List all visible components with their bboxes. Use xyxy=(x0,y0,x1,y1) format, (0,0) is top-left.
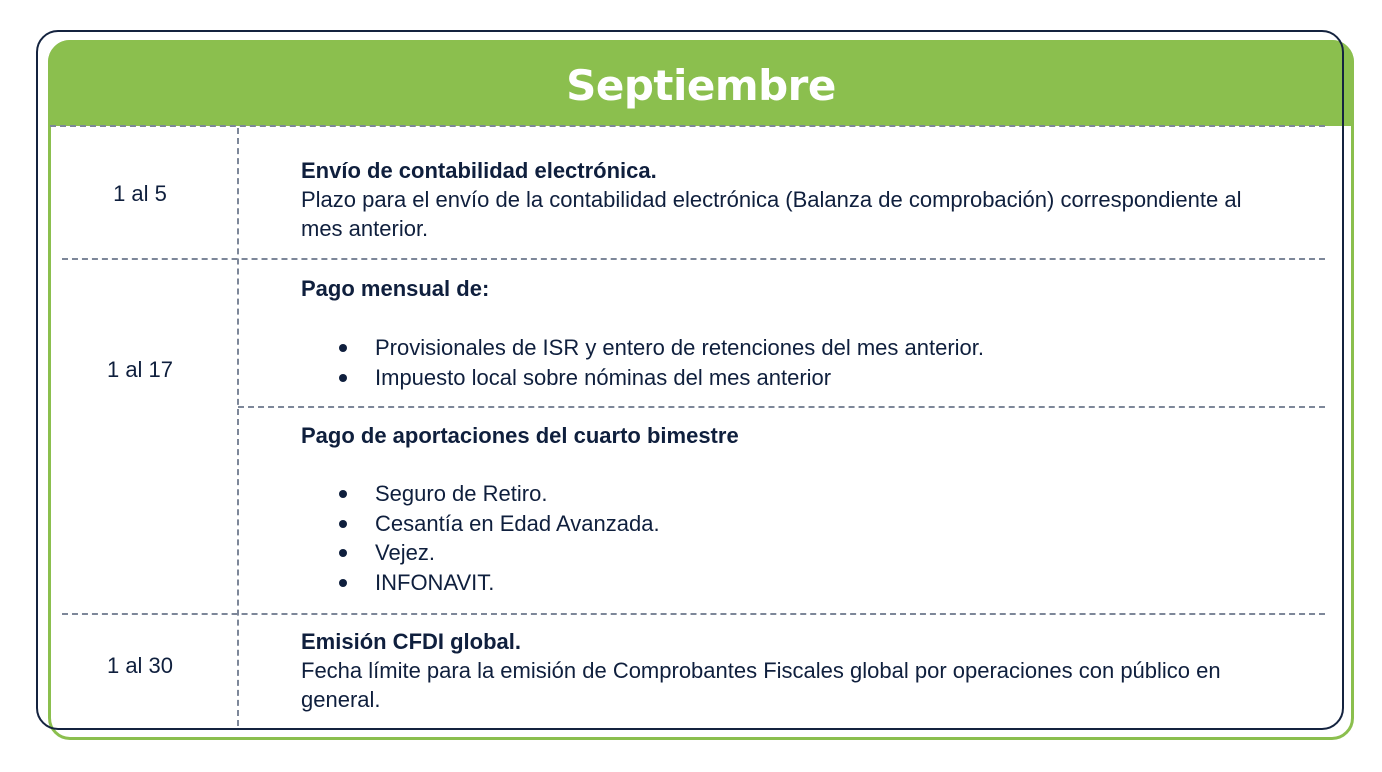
list-item-text: INFONAVIT. xyxy=(375,569,495,595)
month-title: Septiembre xyxy=(566,61,836,110)
list-item xyxy=(301,509,1291,539)
list-item xyxy=(301,363,1291,393)
deadline-entry xyxy=(301,274,1291,392)
list-item-text: Impuesto local sobre nóminas del mes anterior xyxy=(375,364,832,390)
date-cell: 1 al 17 xyxy=(106,357,174,382)
bullet-list xyxy=(301,479,1291,597)
list-item-text: Seguro de Retiro. xyxy=(375,481,548,506)
row-divider xyxy=(62,258,1325,260)
date-cell: 1 al 30 xyxy=(106,653,174,678)
entry-heading: Pago de aportaciones del cuarto bimestre xyxy=(301,423,739,448)
entry-description: Fecha límite para la emisión de Comprobantes Fiscales global por operaciones con público en general. xyxy=(301,658,1221,712)
header-divider xyxy=(50,125,1325,127)
bullet-icon xyxy=(339,344,347,352)
deadline-entry xyxy=(301,156,1291,243)
row-divider xyxy=(62,613,1325,615)
column-divider xyxy=(237,128,239,726)
list-item-text: Cesantía en Edad Avanzada. xyxy=(375,510,660,536)
bullet-icon xyxy=(339,374,347,382)
list-item-text: Provisionales de ISR y entero de retenciones del mes anterior. xyxy=(375,335,984,360)
deadline-entry xyxy=(301,421,1291,597)
list-item xyxy=(301,479,1291,509)
bullet-icon xyxy=(339,579,347,587)
bullet-icon xyxy=(339,490,347,498)
deadline-entry xyxy=(301,627,1291,714)
list-item-text: Vejez. xyxy=(375,540,435,565)
list-item xyxy=(301,333,1291,363)
entry-heading: Envío de contabilidad electrónica. xyxy=(301,158,657,183)
entry-heading: Pago mensual de: xyxy=(301,276,490,301)
inner-row-divider xyxy=(238,406,1325,408)
bullet-list xyxy=(301,333,1291,392)
entry-description: Plazo para el envío de la contabilidad electrónica (Balanza de comprobación) correspondiente al mes anterior. xyxy=(301,187,1242,241)
entry-heading: Emisión CFDI global. xyxy=(301,629,522,654)
date-cell: 1 al 5 xyxy=(113,181,167,206)
list-item xyxy=(301,538,1291,568)
bullet-icon xyxy=(339,549,347,557)
list-item xyxy=(301,568,1291,598)
bullet-icon xyxy=(339,520,347,528)
